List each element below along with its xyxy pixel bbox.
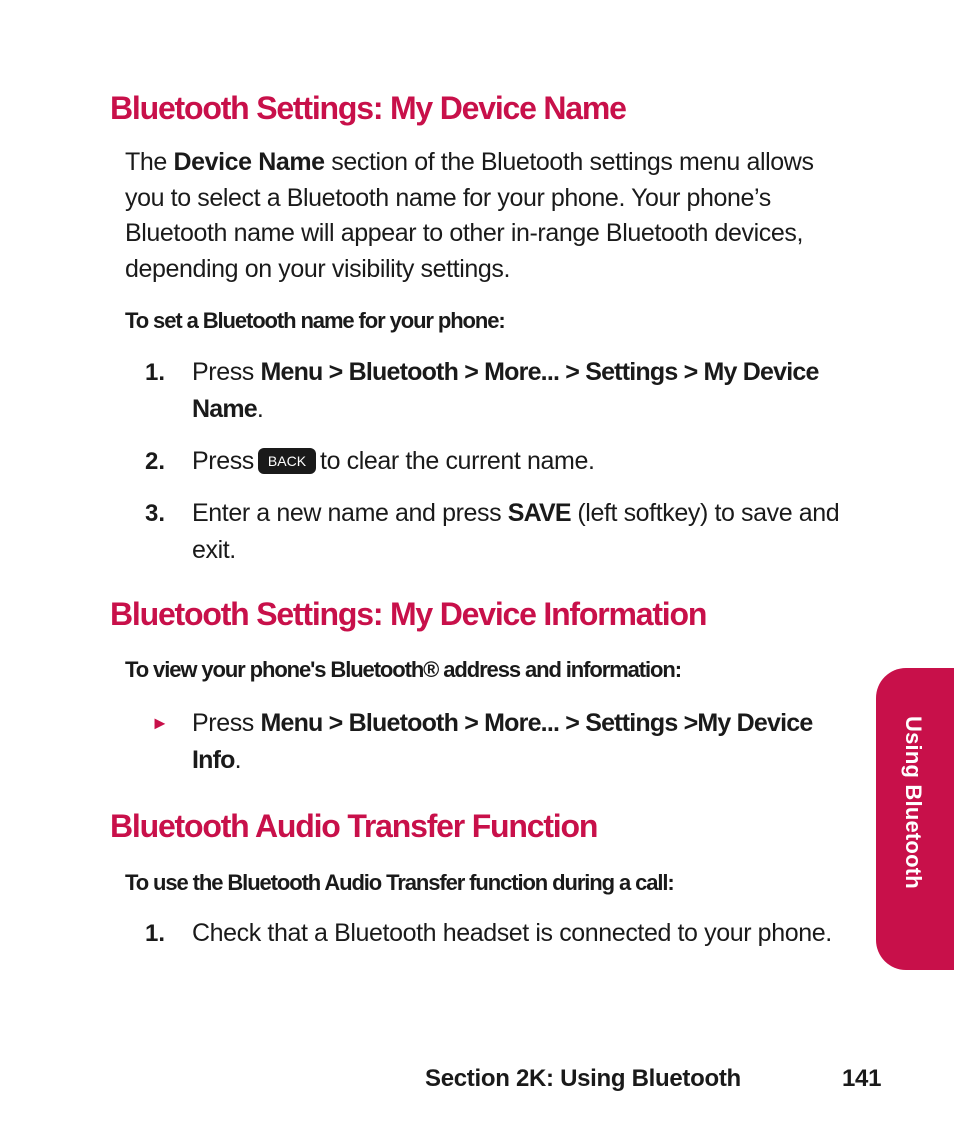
audio-transfer-subheading: To use the Bluetooth Audio Transfer function during a call:: [125, 870, 674, 895]
step-number: 3.: [145, 500, 166, 527]
page-number: 141: [842, 1065, 882, 1092]
step-text: Press Menu > Bluetooth > More... > Settings >My Device Info.: [192, 709, 813, 774]
step-text: Enter a new name and press SAVE (left softkey) to save and exit.: [192, 499, 840, 564]
step-number: 1.: [145, 920, 166, 947]
footer-section-label: Section 2K: Using Bluetooth: [425, 1065, 741, 1092]
back-key-icon: BACK: [258, 448, 316, 474]
section-title-device-name: Bluetooth Settings: My Device Name: [110, 90, 626, 126]
step-number: 1.: [145, 359, 166, 386]
device-info-subheading: To view your phone's Bluetooth® address and information:: [125, 657, 681, 682]
step-number: 2.: [145, 448, 166, 475]
device-name-intro: The Device Name section of the Bluetooth settings menu allows you to select a Bluetooth name for your phone. Your phone’s Bluetooth name will appear to other in-range Bluetooth devices, depending on your visibility settings.: [125, 148, 814, 283]
section-title-device-information: Bluetooth Settings: My Device Information: [110, 596, 707, 632]
device-name-subheading: To set a Bluetooth name for your phone:: [125, 308, 505, 333]
section-title-audio-transfer: Bluetooth Audio Transfer Function: [110, 808, 598, 844]
step-text: Check that a Bluetooth headset is connected to your phone.: [192, 919, 832, 947]
step-text: Press BACK to clear the current name.: [192, 447, 595, 475]
bullet-arrow-icon: ►: [151, 713, 169, 733]
step-text: Press Menu > Bluetooth > More... > Settings > My Device Name.: [192, 358, 819, 423]
